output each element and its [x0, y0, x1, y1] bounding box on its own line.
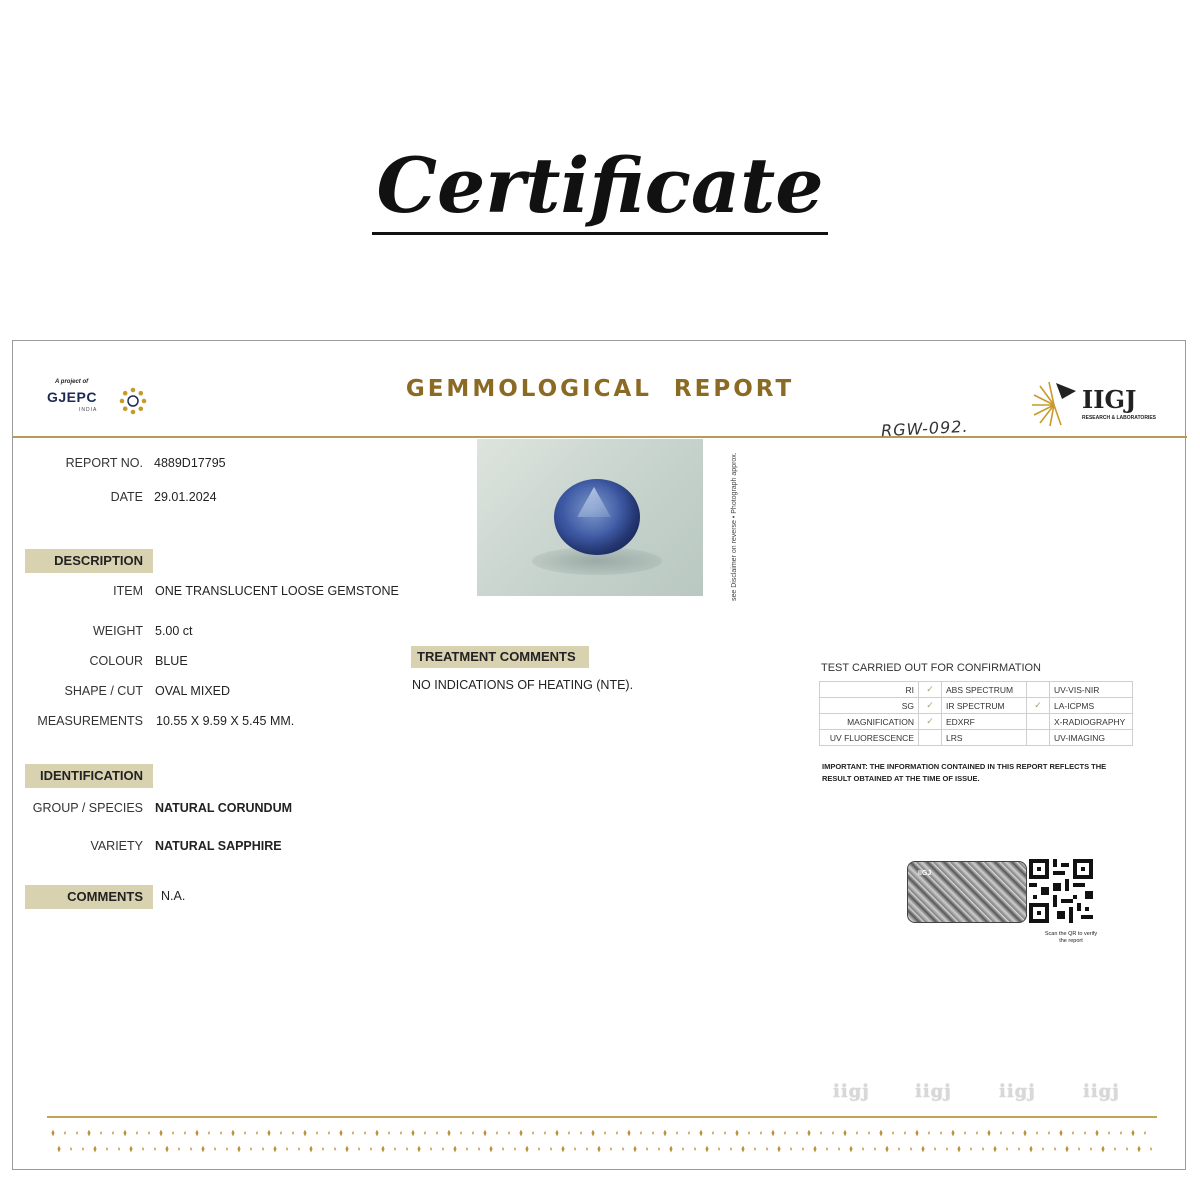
ornament-star [328, 1131, 330, 1135]
ornament-star [663, 1130, 666, 1137]
ornament-star [280, 1131, 282, 1135]
ornament-star [633, 1146, 636, 1153]
qr-caption: Scan the QR to verify the report [1044, 931, 1098, 944]
ornament-star [165, 1146, 168, 1153]
ornament-star [316, 1131, 318, 1135]
tests-row [820, 682, 1133, 698]
ornament-star [364, 1131, 366, 1135]
ornament-star [843, 1130, 846, 1137]
ornament-star [220, 1131, 222, 1135]
ornament-star [813, 1146, 816, 1153]
ornament-star [904, 1131, 906, 1135]
ornament-star [586, 1147, 588, 1151]
check-icon [1027, 714, 1050, 730]
hologram-sticker: IIGJ [907, 861, 1027, 923]
ornament-star [525, 1146, 528, 1153]
ornament-star [898, 1147, 900, 1151]
ornament-star [250, 1147, 252, 1151]
ornament-star [1036, 1131, 1038, 1135]
handwritten-reference: RGW-092. [880, 416, 969, 441]
ornament-star [646, 1147, 648, 1151]
ornament-star [597, 1146, 600, 1153]
important-note: IMPORTANT: THE INFORMATION CONTAINED IN THIS REPORT REFLECTS THE RESULT OBTAINED AT THE TIME OF ISSUE. [822, 762, 1107, 783]
ornament-star [718, 1147, 720, 1151]
footer-ornament-pattern [47, 1125, 1157, 1159]
ornament-star [1042, 1147, 1044, 1151]
ornament-star [574, 1147, 576, 1151]
ornament-star [622, 1147, 624, 1151]
ornament-star [309, 1146, 312, 1153]
ornament-star [1095, 1130, 1098, 1137]
ornament-star [496, 1131, 498, 1135]
measurements-value: 10.55 X 9.59 X 5.45 MM. [156, 714, 295, 728]
check-icon: ✓ [919, 698, 942, 714]
ornament-star [1072, 1131, 1074, 1135]
ornament-star [1006, 1147, 1008, 1151]
ornament-star [771, 1130, 774, 1137]
ornament-star [669, 1146, 672, 1153]
ornament-star [411, 1130, 414, 1137]
ornament-star [760, 1131, 762, 1135]
ornament-star [1078, 1147, 1080, 1151]
ornament-star [519, 1130, 522, 1137]
ornament-star [610, 1147, 612, 1151]
ornament-star [190, 1147, 192, 1151]
ornament-star [93, 1146, 96, 1153]
ornament-star [136, 1131, 138, 1135]
page-title: Certificate [0, 140, 1200, 231]
ornament-star [1012, 1131, 1014, 1135]
ornament-star [868, 1131, 870, 1135]
ornament-star [705, 1146, 708, 1153]
ornament-star [502, 1147, 504, 1151]
ornament-star [388, 1131, 390, 1135]
ornament-star [838, 1147, 840, 1151]
ornament-star [928, 1131, 930, 1135]
gjepc-logo: A project of GJEPC INDIA [47, 379, 167, 419]
test-cell: UV FLUORESCENCE [820, 730, 919, 746]
item-value: ONE TRANSLUCENT LOOSE GEMSTONE [155, 584, 399, 598]
check-icon [1027, 682, 1050, 698]
ornament-star [790, 1147, 792, 1151]
ornament-star [1084, 1131, 1086, 1135]
ornament-star [226, 1147, 228, 1151]
check-icon: ✓ [1027, 698, 1050, 714]
ornament-star [1023, 1130, 1026, 1137]
ornament-star [178, 1147, 180, 1151]
group-value: NATURAL CORUNDUM [155, 801, 293, 815]
check-icon [919, 730, 942, 746]
ornament-star [64, 1131, 66, 1135]
ornament-star [508, 1131, 510, 1135]
ornament-star [934, 1147, 936, 1151]
ornament-star [1018, 1147, 1020, 1151]
ornament-star [915, 1130, 918, 1137]
ornament-star [273, 1146, 276, 1153]
ornament-star [682, 1147, 684, 1151]
ornament-star [616, 1131, 618, 1135]
test-cell: X-RADIOGRAPHY [1050, 714, 1133, 730]
ornament-star [195, 1130, 198, 1137]
ornament-star [982, 1147, 984, 1151]
ornament-star [1137, 1146, 1140, 1153]
ornament-star [76, 1131, 78, 1135]
ornament-star [754, 1147, 756, 1151]
ornament-star [460, 1131, 462, 1135]
footer-divider [47, 1116, 1157, 1118]
ornament-star [292, 1131, 294, 1135]
gemstone-photo [477, 439, 703, 596]
ornament-star [652, 1131, 654, 1135]
ornament-star [339, 1130, 342, 1137]
test-cell: UV-IMAGING [1050, 730, 1133, 746]
ornament-star [946, 1147, 948, 1151]
tests-table [819, 681, 1133, 746]
ornament-star [184, 1131, 186, 1135]
ornament-star [1114, 1147, 1116, 1151]
test-cell: LRS [942, 730, 1027, 746]
variety-value: NATURAL SAPPHIRE [155, 839, 282, 853]
ornament-star [856, 1131, 858, 1135]
measurements-label: MEASUREMENTS [37, 714, 143, 728]
ornament-star [1131, 1130, 1134, 1137]
ornament-star [375, 1130, 378, 1137]
tests-title: TEST CARRIED OUT FOR CONFIRMATION [821, 662, 1042, 674]
ornament-star [142, 1147, 144, 1151]
ornament-star [874, 1147, 876, 1151]
ornament-star [237, 1146, 240, 1153]
ornament-star [849, 1146, 852, 1153]
colour-label: COLOUR [89, 654, 143, 668]
ornament-star [862, 1147, 864, 1151]
ornament-star [231, 1130, 234, 1137]
report-title: GEMMOLOGICAL REPORT [405, 376, 795, 402]
test-cell: RI [820, 682, 919, 698]
ornament-star [555, 1130, 558, 1137]
ornament-star [766, 1147, 768, 1151]
ornament-star [123, 1130, 126, 1137]
ornament-star [214, 1147, 216, 1151]
ornament-star [820, 1131, 822, 1135]
ornament-star [1090, 1147, 1092, 1151]
header-divider [13, 436, 1187, 438]
ornament-star [394, 1147, 396, 1151]
test-cell: MAGNIFICATION [820, 714, 919, 730]
ornament-star [784, 1131, 786, 1135]
ornament-star [478, 1147, 480, 1151]
ornament-star [699, 1130, 702, 1137]
ornament-star [352, 1131, 354, 1135]
check-icon [1027, 730, 1050, 746]
ornament-star [345, 1146, 348, 1153]
description-heading: DESCRIPTION [25, 549, 153, 573]
watermark-logo: iigj [999, 1081, 1036, 1102]
ornament-star [1101, 1146, 1104, 1153]
ornament-star [303, 1130, 306, 1137]
ornament-star [1108, 1131, 1110, 1135]
comments-value: N.A. [161, 889, 186, 903]
ornament-star [370, 1147, 372, 1151]
test-cell: ABS SPECTRUM [942, 682, 1027, 698]
ornament-star [1029, 1146, 1032, 1153]
ornament-star [1000, 1131, 1002, 1135]
ornament-star [712, 1131, 714, 1135]
ornament-star [910, 1147, 912, 1151]
watermark-logo: iigj [1083, 1081, 1120, 1102]
report-no-label: REPORT NO. [65, 456, 143, 470]
ornament-star [430, 1147, 432, 1151]
ornament-star [51, 1130, 54, 1137]
ornament-star [976, 1131, 978, 1135]
ornament-star [298, 1147, 300, 1151]
ornament-star [640, 1131, 642, 1135]
iigj-logo: IIGJ RESEARCH & LABORATORIES [1028, 377, 1158, 427]
ornament-star [1150, 1147, 1152, 1151]
ornament-star [688, 1131, 690, 1135]
ornament-star [735, 1130, 738, 1137]
test-cell: LA-ICPMS [1050, 698, 1133, 714]
ornament-star [417, 1146, 420, 1153]
group-label: GROUP / SPECIES [32, 801, 143, 815]
ornament-star [970, 1147, 972, 1151]
ornament-star [172, 1131, 174, 1135]
ornament-star [1126, 1147, 1128, 1151]
qr-code-icon[interactable] [1029, 859, 1093, 923]
ornament-star [57, 1146, 60, 1153]
ornament-star [1144, 1131, 1146, 1135]
ornament-star [964, 1131, 966, 1135]
ornament-star [1120, 1131, 1122, 1135]
ornament-star [406, 1147, 408, 1151]
check-icon: ✓ [919, 682, 942, 698]
ornament-star [885, 1146, 888, 1153]
watermark-logo: iigj [833, 1081, 870, 1102]
ornament-star [100, 1131, 102, 1135]
ornament-star [832, 1131, 834, 1135]
ornament-star [70, 1147, 72, 1151]
ornament-star [940, 1131, 942, 1135]
weight-value: 5.00 ct [155, 624, 193, 638]
shape-label: SHAPE / CUT [64, 684, 143, 698]
ornament-star [951, 1130, 954, 1137]
ornament-star [442, 1147, 444, 1151]
ornament-star [267, 1130, 270, 1137]
ornament-star [627, 1130, 630, 1137]
watermark-logo: iigj [915, 1081, 952, 1102]
ornament-star [580, 1131, 582, 1135]
test-cell: IR SPECTRUM [942, 698, 1027, 714]
ornament-star [483, 1130, 486, 1137]
ornament-star [514, 1147, 516, 1151]
tests-row [820, 698, 1133, 714]
ornament-star [591, 1130, 594, 1137]
ornament-star [201, 1146, 204, 1153]
ornament-star [118, 1147, 120, 1151]
ornament-star [453, 1146, 456, 1153]
ornament-star [148, 1131, 150, 1135]
ornament-star [550, 1147, 552, 1151]
ornament-star [1054, 1147, 1056, 1151]
ornament-star [400, 1131, 402, 1135]
colour-value: BLUE [155, 654, 188, 668]
ornament-star [748, 1131, 750, 1135]
ornament-star [129, 1146, 132, 1153]
ornament-star [993, 1146, 996, 1153]
comments-heading: COMMENTS [25, 885, 153, 909]
ornament-star [159, 1130, 162, 1137]
ornament-star [1059, 1130, 1062, 1137]
check-icon: ✓ [919, 714, 942, 730]
report-no-value: 4889D17795 [154, 456, 226, 470]
ornament-star [957, 1146, 960, 1153]
identification-heading: IDENTIFICATION [25, 764, 153, 788]
ornament-star [472, 1131, 474, 1135]
ornament-star [538, 1147, 540, 1151]
ornament-star [286, 1147, 288, 1151]
treatment-heading: TREATMENT COMMENTS [411, 646, 589, 668]
iigj-burst-icon [1028, 377, 1080, 427]
ornament-star [724, 1131, 726, 1135]
tests-row [820, 714, 1133, 730]
ornament-star [676, 1131, 678, 1135]
photo-disclaimer-note: see Disclaimer on reverse • Photograph approx. [731, 452, 738, 601]
ornament-star [106, 1147, 108, 1151]
ornament-star [796, 1131, 798, 1135]
ornament-star [892, 1131, 894, 1135]
ornament-star [730, 1147, 732, 1151]
ornament-star [112, 1131, 114, 1135]
ornament-star [1048, 1131, 1050, 1135]
ornament-star [658, 1147, 660, 1151]
shape-value: OVAL MIXED [155, 684, 231, 698]
gemmological-report [12, 340, 1186, 1170]
ornament-star [568, 1131, 570, 1135]
ornament-star [604, 1131, 606, 1135]
test-cell: UV-VIS-NIR [1050, 682, 1133, 698]
ornament-star [334, 1147, 336, 1151]
ornament-star [826, 1147, 828, 1151]
ornament-star [262, 1147, 264, 1151]
ornament-star [208, 1131, 210, 1135]
ornament-star [807, 1130, 810, 1137]
ornament-star [154, 1147, 156, 1151]
ornament-star [256, 1131, 258, 1135]
ornament-star [544, 1131, 546, 1135]
treatment-value: NO INDICATIONS OF HEATING (NTE). [412, 678, 634, 692]
ornament-star [694, 1147, 696, 1151]
ornament-star [358, 1147, 360, 1151]
blue-sapphire-image [554, 479, 640, 555]
ornament-star [987, 1130, 990, 1137]
ornament-star [489, 1146, 492, 1153]
test-cell: EDXRF [942, 714, 1027, 730]
ornament-star [777, 1146, 780, 1153]
ornament-star [87, 1130, 90, 1137]
ornament-star [466, 1147, 468, 1151]
variety-label: VARIETY [90, 839, 143, 853]
ornament-star [82, 1147, 84, 1151]
ornament-star [1065, 1146, 1068, 1153]
ornament-star [802, 1147, 804, 1151]
test-cell: SG [820, 698, 919, 714]
date-value: 29.01.2024 [154, 490, 217, 504]
ornament-star [532, 1131, 534, 1135]
date-label: DATE [110, 490, 143, 504]
ornament-star [244, 1131, 246, 1135]
ornament-star [381, 1146, 384, 1153]
tests-row [820, 730, 1133, 746]
ornament-star [436, 1131, 438, 1135]
ornament-star [322, 1147, 324, 1151]
ornament-star [921, 1146, 924, 1153]
ornament-star [561, 1146, 564, 1153]
ornament-star [424, 1131, 426, 1135]
ornament-star [741, 1146, 744, 1153]
weight-label: WEIGHT [93, 624, 143, 638]
ornament-star [879, 1130, 882, 1137]
ornament-star [447, 1130, 450, 1137]
item-label: ITEM [113, 584, 143, 598]
